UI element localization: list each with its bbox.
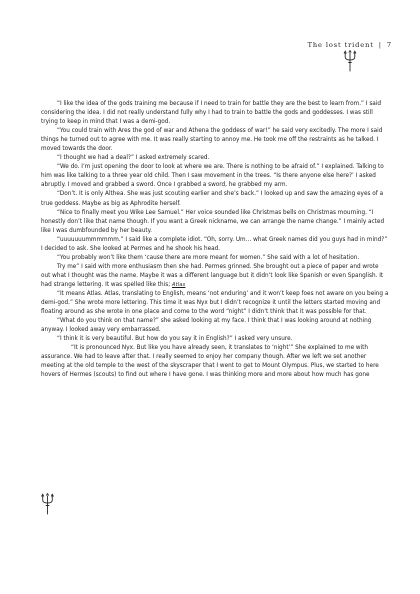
paragraph bbox=[41, 263, 389, 290]
trident-icon bbox=[40, 493, 55, 515]
paragraph: “I thought we had a deal?” I asked extremely scared. bbox=[57, 155, 210, 162]
trident-icon bbox=[343, 50, 357, 72]
paragraph: “It means Atlas. Atlas, translating to English, means ‘not enduring’ and it won’t keep foes not aware on you being a demi-god.” She wrote more lettering. This time it was Nyx but I didn’t recognize it until the letters started moving and floating around as she wrote in one place and come to the word “night” I didn’t think that it was possible for that. bbox=[41, 290, 389, 316]
running-header bbox=[308, 41, 392, 49]
paragraph: “Don’t. It is only Althea. She was just scouting earlier and she’s back.” I looked up and saw the amazing eyes of a true goddess. Maybe as big as Aphrodite herself. bbox=[41, 191, 384, 207]
paragraph: “Nice to finally meet you Wike Lee Samuel.” Her voice sounded like Christmas bells on Christmas mourning. “I honestly don’t like that name though. If you want a Greek nickname, we can arrange the name change.” I mainly acted like I was dumbfounded by her beauty. bbox=[41, 209, 385, 234]
body-text bbox=[41, 100, 389, 380]
paragraph: “You could train with Ares the god of war and Athena the goddess of war!” he said very excitedly. The more I said things he turned out to agree with me. It was really starting to annoy me. He took me off the restraints as he talked. I moved towards the door. bbox=[41, 128, 383, 153]
paragraph: “uuuuuuummmmmm.” I said like a complete idiot. “Oh, sorry. Um… what Greek names did you guys had in mind?” I decided to ask. She looked at Permes and he shook his head. bbox=[41, 236, 388, 252]
paragraph: “I think it is very beautiful. But how do you say it in English?” I asked very unsure. bbox=[57, 336, 293, 343]
paragraph: “I like the idea of the gods training me because if I need to train for battle they are the best to learn from.” I said considering the idea. I did not really understand fully why I had to train to battle the gods and goddesses. I was still trying to keep in mind that I was a demi-god. bbox=[41, 101, 382, 126]
paragraph: “It is pronounced Nyx. But like you have already seen, it translates to ‘night’” She explained to me with assurance. We had to leave after that. I really seemed to enjoy her company though. After we left we set another meeting at the old temple to the west of the skyscraper that I went to get to Mount Olympus. Plus, we started to here hovers of Hermes (scouts) to find out where I have gone. I was thinking more and more about how much has gone bbox=[41, 345, 379, 379]
paragraph: “We do. I’m just opening the door to look at where we are. There is nothing to be afraid of.” I explained. Talking to him was like talking to a three year old child. Then I saw movement in the trees. “Is there anyone else here?’ I asked abruptly. I moved and grabbed a sword. Once I grabbed a sword, he grabbed my arm. bbox=[41, 164, 384, 189]
header-separator: | bbox=[378, 41, 382, 49]
page-number: 7 bbox=[386, 41, 392, 49]
paragraph: “What do you think on that name?” she asked looking at my face. I think that I was looking around at nothing anyway. I looked away very embarrassed. bbox=[41, 318, 372, 334]
paragraph-text: Try me” I said with more enthusiasm then she had. Permes grinned. She brought out a piece of paper and wrote out what I thought was the name. Maybe it was a different language but it didn’t look like Spanish or even Spanglish. It had strange lettering. It was spelled like this; bbox=[41, 263, 384, 288]
paragraph: “You probably won’t like them ‘cause there are more meant for women.” She said with a lot of hesitation. bbox=[57, 254, 360, 261]
header-title: The lost trident bbox=[307, 41, 374, 49]
foreign-script-word: Atlas bbox=[171, 281, 186, 288]
